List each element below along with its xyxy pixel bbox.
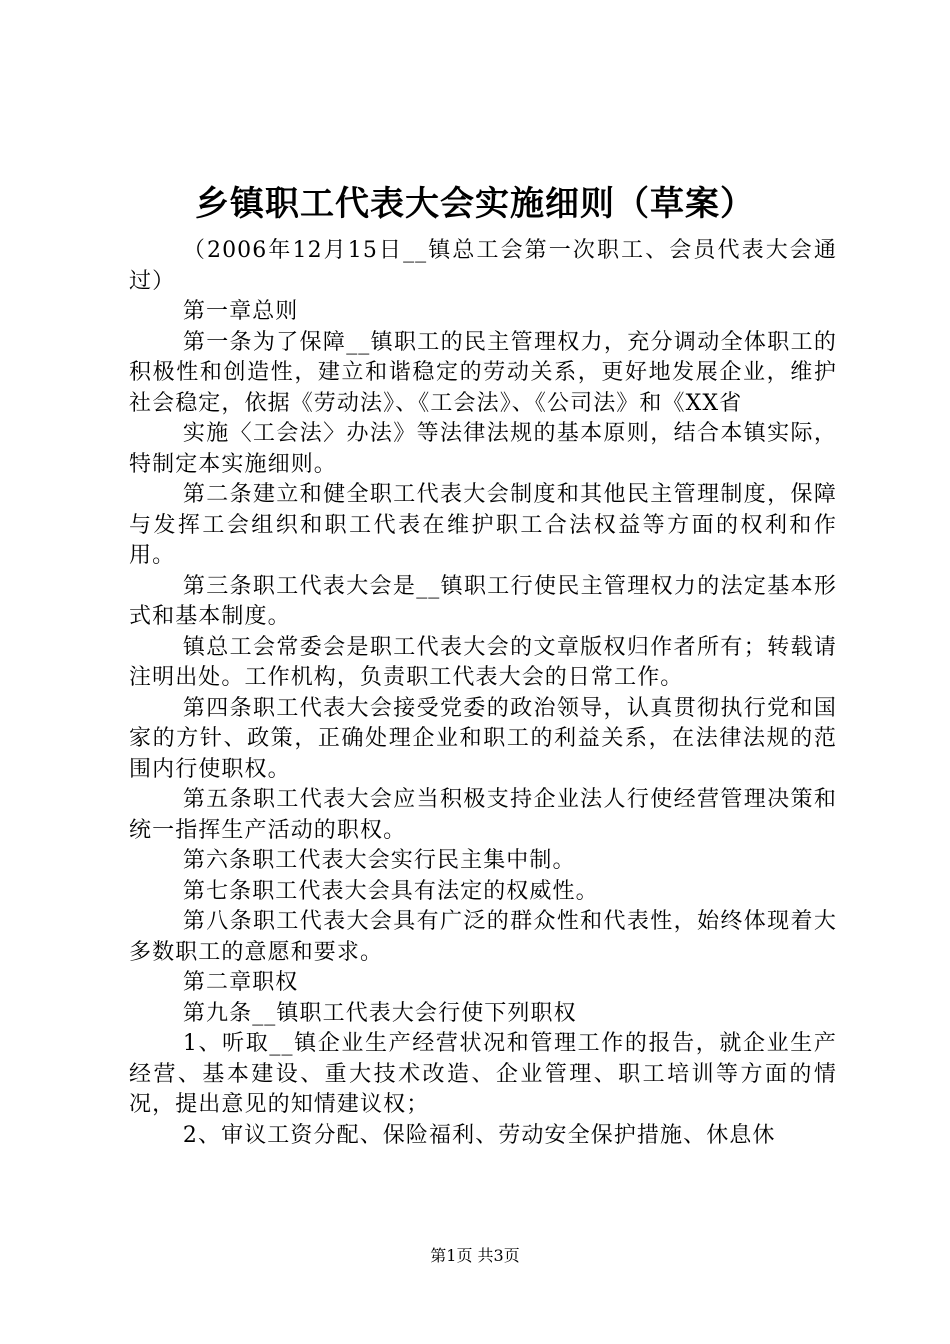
list-item: 2、审议工资分配、保险福利、劳动安全保护措施、休息休 bbox=[182, 1122, 776, 1148]
article-paragraph: 第七条职工代表大会具有法定的权威性。 bbox=[182, 878, 599, 904]
document-body bbox=[129, 236, 837, 1151]
article-paragraph: 第一条为了保障__镇职工的民主管理权力，充分调动全体职工的积极性和创造性，建立和谐稳定的劳动关系，更好地发展企业，维护社会稳定，依据《劳动法》、《工会法》、《公司法》和《XX省 bbox=[129, 329, 837, 416]
article-paragraph: 镇总工会常委会是职工代表大会的文章版权归作者所有；转载请注明出处。工作机构，负责职工代表大会的日常工作。 bbox=[129, 634, 837, 690]
article-paragraph: 实施〈工会法〉办法》等法律法规的基本原则，结合本镇实际，特制定本实施细则。 bbox=[129, 421, 837, 477]
article-paragraph: 第三条职工代表大会是__镇职工行使民主管理权力的法定基本形式和基本制度。 bbox=[129, 573, 837, 629]
article-paragraph: 第二条建立和健全职工代表大会制度和其他民主管理制度，保障与发挥工会组织和职工代表在维护职工合法权益等方面的权利和作用。 bbox=[129, 482, 837, 568]
document-title: 乡镇职工代表大会实施细则（草案） bbox=[195, 184, 755, 224]
chapter-heading: 第一章总则 bbox=[182, 299, 299, 324]
article-paragraph: 第六条职工代表大会实行民主集中制。 bbox=[182, 848, 576, 873]
adoption-note: （2006年12月15日__镇总工会第一次职工、会员代表大会通过） bbox=[129, 238, 837, 294]
article-paragraph: 第四条职工代表大会接受党委的政治领导，认真贯彻执行党和国家的方针、政策，正确处理企业和职工的利益关系，在法律法规的范围内行使职权。 bbox=[129, 695, 837, 782]
list-item: 1、听取__镇企业生产经营状况和管理工作的报告，就企业生产经营、基本建设、重大技术改造、企业管理、职工培训等方面的情况，提出意见的知情建议权； bbox=[129, 1031, 837, 1117]
article-paragraph: 第五条职工代表大会应当积极支持企业法人行使经营管理决策和统一指挥生产活动的职权。 bbox=[129, 787, 837, 843]
article-paragraph: 第八条职工代表大会具有广泛的群众性和代表性，始终体现着大多数职工的意愿和要求。 bbox=[129, 909, 837, 965]
chapter-heading: 第二章职权 bbox=[182, 970, 299, 995]
page-footer: 第1页 共3页 bbox=[430, 1246, 520, 1265]
article-paragraph: 第九条__镇职工代表大会行使下列职权 bbox=[182, 1000, 577, 1026]
